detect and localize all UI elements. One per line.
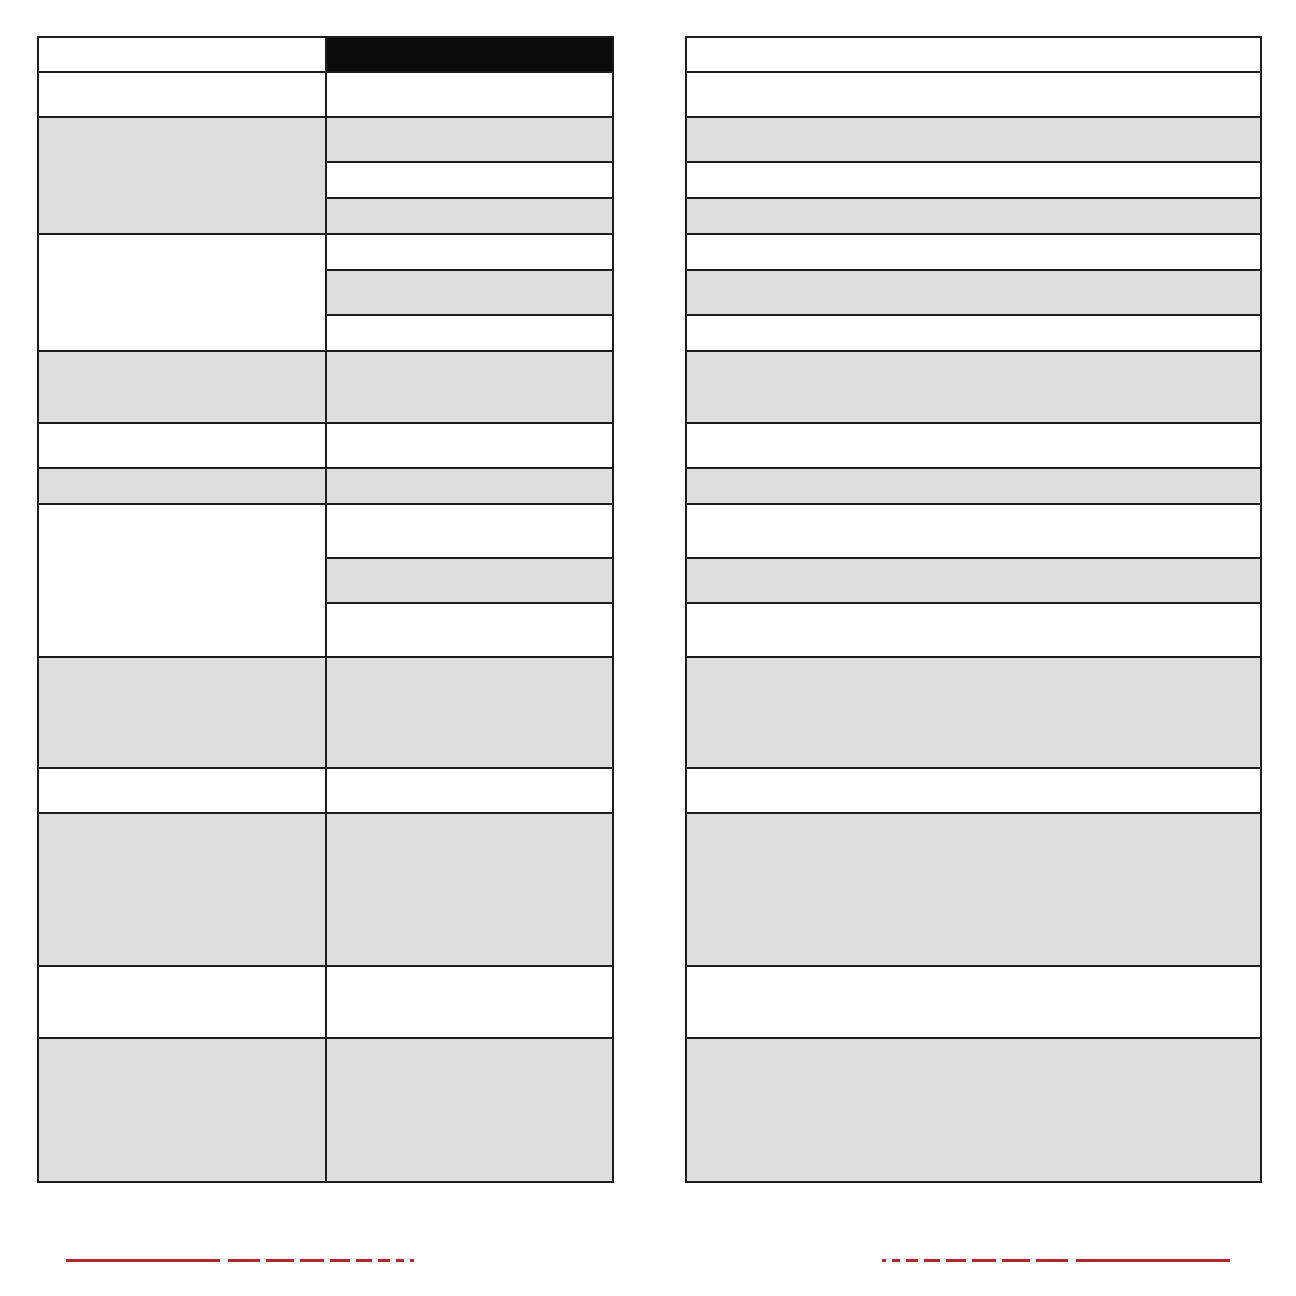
- left-category-cell: [37, 965, 327, 1039]
- right-row-cell: [685, 116, 1262, 163]
- left-header-col1: [37, 36, 327, 73]
- left-category-cell: [37, 116, 327, 235]
- right-row-cell: [685, 602, 1262, 658]
- left-item-cell: [325, 269, 614, 316]
- right-row-cell: [685, 350, 1262, 424]
- left-item-cell: [325, 467, 614, 505]
- right-header: [685, 36, 1262, 73]
- left-item-cell: [325, 557, 614, 604]
- right-row-cell: [685, 269, 1262, 316]
- right-row-cell: [685, 197, 1262, 235]
- right-row-cell: [685, 422, 1262, 469]
- left-item-cell: [325, 767, 614, 814]
- right-row-cell: [685, 503, 1262, 559]
- left-item-cell: [325, 422, 614, 469]
- left-item-cell: [325, 314, 614, 352]
- left-category-cell: [37, 71, 327, 118]
- left-category-cell: [37, 767, 327, 814]
- left-category-cell: [37, 350, 327, 424]
- left-category-cell: [37, 812, 327, 967]
- right-row-cell: [685, 71, 1262, 118]
- left-category-cell: [37, 233, 327, 352]
- left-category-cell: [37, 467, 327, 505]
- left-item-cell: [325, 503, 614, 559]
- footer-divider-left: [66, 1258, 416, 1264]
- footer-divider-right: [880, 1258, 1230, 1264]
- left-item-cell: [325, 1037, 614, 1183]
- right-row-cell: [685, 233, 1262, 271]
- left-item-cell: [325, 656, 614, 769]
- left-item-cell: [325, 812, 614, 967]
- right-row-cell: [685, 467, 1262, 505]
- right-row-cell: [685, 812, 1262, 967]
- left-item-cell: [325, 602, 614, 658]
- left-item-cell: [325, 71, 614, 118]
- left-category-cell: [37, 503, 327, 658]
- right-row-cell: [685, 656, 1262, 769]
- right-row-cell: [685, 314, 1262, 352]
- left-category-cell: [37, 656, 327, 769]
- left-item-cell: [325, 965, 614, 1039]
- right-row-cell: [685, 965, 1262, 1039]
- left-item-cell: [325, 116, 614, 163]
- left-item-cell: [325, 350, 614, 424]
- left-item-cell: [325, 161, 614, 199]
- left-header-col2: [325, 36, 614, 73]
- left-category-cell: [37, 1037, 327, 1183]
- left-item-cell: [325, 197, 614, 235]
- right-row-cell: [685, 767, 1262, 814]
- right-row-cell: [685, 557, 1262, 604]
- right-row-cell: [685, 161, 1262, 199]
- left-category-cell: [37, 422, 327, 469]
- left-item-cell: [325, 233, 614, 271]
- right-row-cell: [685, 1037, 1262, 1183]
